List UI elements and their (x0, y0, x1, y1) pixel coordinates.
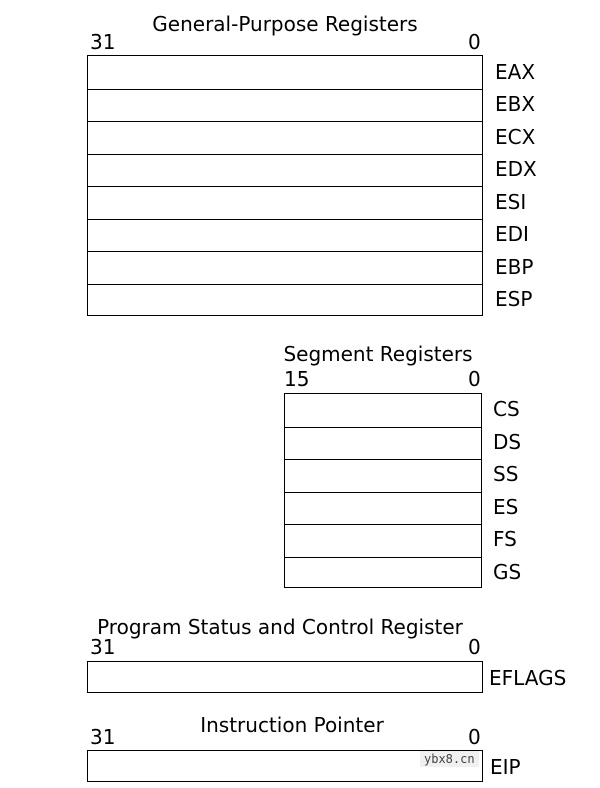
register-cell-ebp (88, 251, 482, 284)
gpr-title: General-Purpose Registers (152, 12, 418, 36)
register-label-esi: ESI (495, 190, 527, 214)
ip-high-bit: 31 (90, 725, 116, 749)
register-label-edx: EDX (495, 157, 537, 181)
register-label-eflags: EFLAGS (489, 666, 567, 690)
segment-register-block (284, 393, 482, 588)
gpr-high-bit: 31 (90, 30, 116, 54)
register-label-ebp: EBP (495, 255, 534, 279)
watermark: ybx8.cn (420, 751, 479, 767)
register-cell-esi (88, 186, 482, 219)
register-cell-ss (285, 459, 481, 492)
register-label-eax: EAX (495, 60, 536, 84)
gpr-low-bit: 0 (468, 30, 481, 54)
register-cell-ecx (88, 121, 482, 154)
register-label-ss: SS (493, 462, 519, 486)
register-label-esp: ESP (495, 287, 533, 311)
register-cell-eax (88, 56, 482, 89)
segment-title: Segment Registers (283, 342, 473, 366)
register-label-cs: CS (493, 397, 520, 421)
register-label-ebx: EBX (495, 92, 536, 116)
register-label-es: ES (493, 495, 519, 519)
flags-low-bit: 0 (468, 635, 481, 659)
register-cell-cs (285, 394, 481, 427)
ip-title: Instruction Pointer (200, 713, 384, 737)
segment-high-bit: 15 (284, 367, 310, 391)
register-cell-ebx (88, 89, 482, 122)
gpr-register-block (87, 55, 483, 316)
register-cell-edi (88, 219, 482, 252)
register-label-ds: DS (493, 430, 522, 454)
register-cell-es (285, 492, 481, 525)
ip-low-bit: 0 (468, 725, 481, 749)
register-label-edi: EDI (495, 222, 529, 246)
register-cell-ds (285, 427, 481, 460)
register-cell-gs (285, 557, 481, 590)
eflags-register-box (87, 661, 483, 693)
register-label-fs: FS (493, 527, 517, 551)
register-label-eip: EIP (490, 755, 521, 779)
register-cell-edx (88, 154, 482, 187)
segment-low-bit: 0 (468, 367, 481, 391)
register-cell-fs (285, 524, 481, 557)
register-label-gs: GS (493, 560, 522, 584)
flags-high-bit: 31 (90, 635, 116, 659)
register-label-ecx: ECX (495, 125, 536, 149)
register-cell-esp (88, 284, 482, 317)
flags-title: Program Status and Control Register (97, 615, 463, 639)
